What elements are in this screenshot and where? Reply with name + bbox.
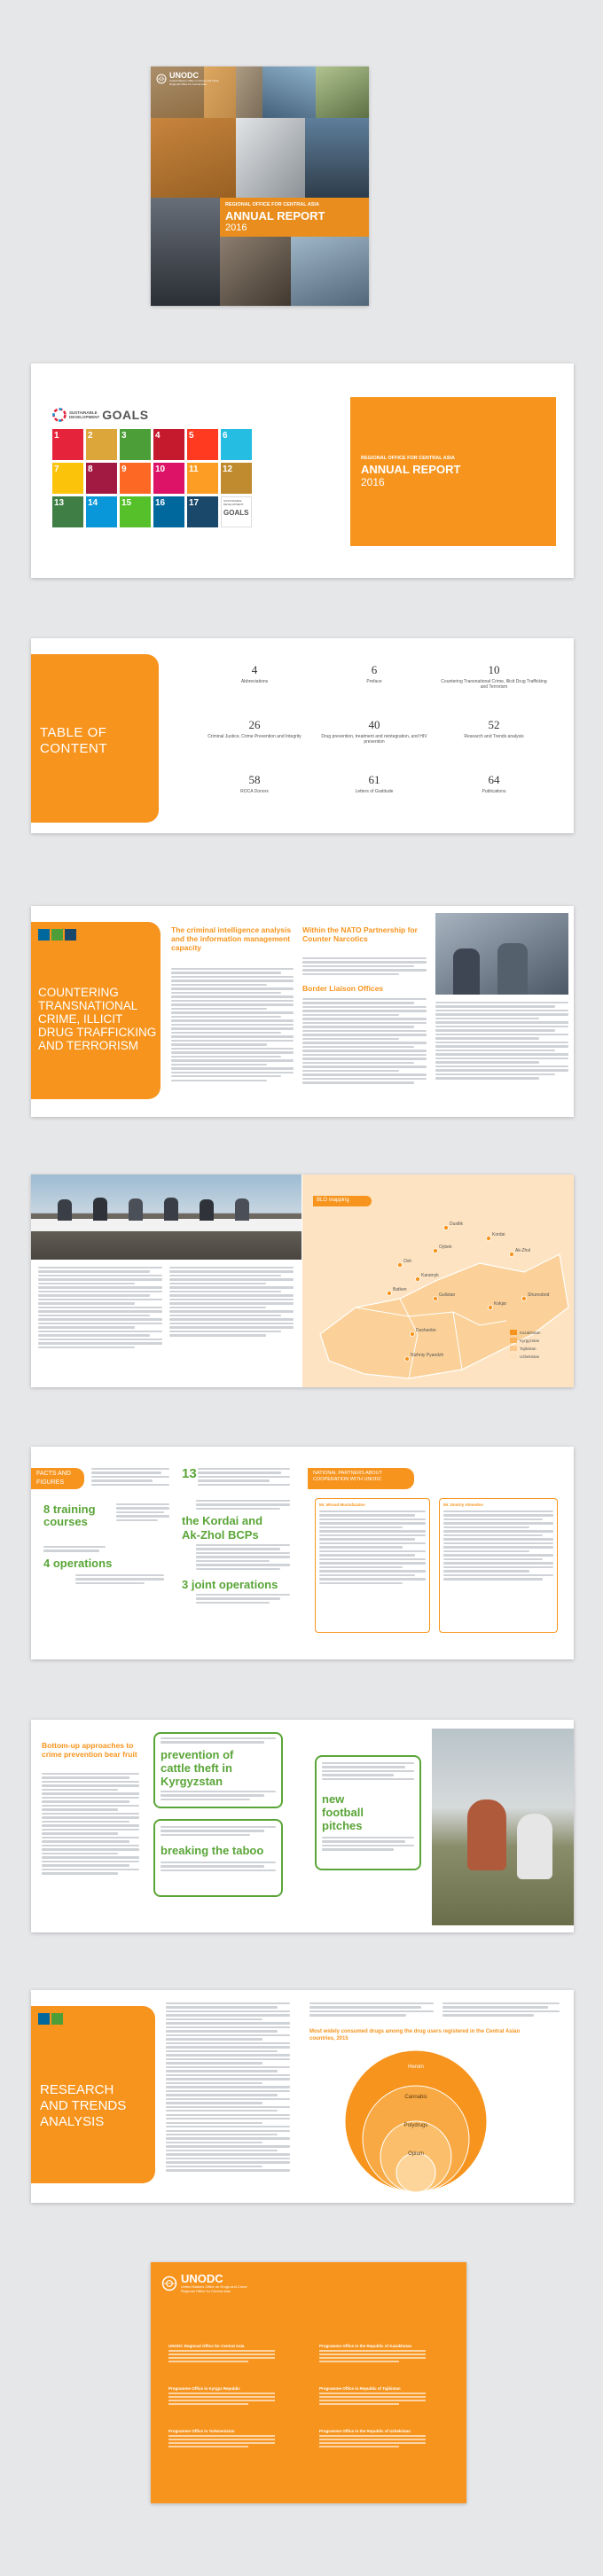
goal-17-icon	[65, 929, 76, 941]
map-city-marker	[509, 1252, 513, 1256]
stat-1-text	[116, 1503, 169, 1523]
toc-item[interactable]	[319, 663, 429, 684]
back-address-block	[168, 2429, 302, 2449]
sdg-logo	[52, 408, 149, 422]
sdg-tile-13: 13	[52, 496, 83, 527]
cover-photo-10	[291, 237, 369, 306]
countering-spread	[31, 906, 574, 1117]
taboo-head: breaking the taboo	[161, 1844, 264, 1857]
cover-org: UNODC	[169, 71, 199, 80]
toc-item-label: Publications	[482, 789, 506, 794]
map-legend-swatch	[510, 1330, 517, 1335]
sdg-panel-heading: REGIONAL OFFICE FOR CENTRAL ASIA	[361, 456, 455, 461]
toc-item[interactable]	[439, 718, 549, 739]
map-legend-swatch	[510, 1346, 517, 1351]
sdg-goals: GOALS	[102, 408, 149, 422]
toc-title-2: CONTENT	[40, 741, 107, 756]
back-address-line	[319, 2439, 426, 2440]
toc-item-label: Letters of Gratitude	[355, 789, 394, 794]
countering-title-line: AND TERRORISM	[38, 1039, 139, 1052]
countering-col-1-text	[171, 968, 294, 1083]
map-label: BLO mapping	[317, 1198, 349, 1203]
back-address-block	[168, 2344, 302, 2364]
toc-item[interactable]	[200, 663, 309, 684]
toc-item[interactable]	[200, 773, 309, 794]
football-head-1: new	[322, 1792, 345, 1806]
back-address-block	[319, 2429, 452, 2449]
un-emblem-icon	[161, 2275, 177, 2291]
map-city-label: Karamyk	[421, 1273, 439, 1278]
conference-photo	[31, 1175, 302, 1260]
countering-col-2b-text	[302, 998, 427, 1086]
map-legend-swatch	[510, 1354, 517, 1359]
toc-page-number: 58	[248, 773, 261, 786]
toc-item[interactable]	[319, 773, 429, 794]
back-address-line	[319, 2400, 426, 2401]
toc-page-number: 26	[248, 718, 261, 731]
cover-photo-4	[316, 66, 369, 118]
sdg-tile-8: 8	[86, 463, 117, 494]
toc-item-label: Drug prevention, treatment and reintegration, and HIV prevention	[321, 734, 427, 745]
toc-title-1: TABLE OF	[40, 725, 107, 740]
approaches-left-text	[42, 1773, 139, 1877]
back-address-line	[168, 2396, 275, 2398]
toc-item[interactable]	[439, 663, 549, 690]
back-address-line	[168, 2350, 275, 2352]
map-legend-label: Tajikistan	[520, 1346, 536, 1351]
research-col-2-text	[309, 2002, 434, 2018]
sdg-goals-logo-tile: SUSTAINABLE DEVELOPMENT GOALS	[221, 496, 252, 527]
back-cover	[151, 2262, 466, 2503]
cover-office: Regional Office for Central Asia	[169, 82, 207, 86]
cover-photo-7	[305, 118, 369, 198]
countering-heading-2: Within the NATO Partnership for Counter Narcotics	[302, 925, 418, 943]
research-col-3-text	[442, 2002, 560, 2018]
toc-item-label: Criminal Justice, Crime Prevention and Integrity	[208, 734, 302, 739]
back-address-line	[168, 2354, 275, 2355]
sdg-panel-title: ANNUAL REPORT	[361, 463, 461, 476]
stat-big-number: 13	[182, 1466, 197, 1481]
sdg-tile-1: 1	[52, 429, 83, 460]
stat-mid-text	[196, 1500, 290, 1511]
map-city-marker	[410, 1331, 414, 1336]
facts-spread	[31, 1447, 574, 1659]
back-address-line	[319, 2396, 426, 2398]
football-head-3: pitches	[322, 1819, 363, 1832]
research-chart-title: Most widely consumed drugs among the drug users registered in the Central Asian countries, 2015	[309, 2029, 521, 2041]
sdg-tile-17: 17	[187, 496, 218, 527]
back-address-block	[319, 2344, 452, 2364]
approaches-title: Bottom-up approaches to crime prevention bear fruit	[42, 1741, 137, 1759]
back-office: Regional Office for Central Asia	[181, 2289, 231, 2293]
cover-heading: REGIONAL OFFICE FOR CENTRAL ASIA	[225, 202, 319, 207]
map-city-label: Ak-Zhol	[515, 1248, 531, 1253]
stat-operations: 4 operations	[43, 1557, 113, 1570]
map-left-text-2	[169, 1267, 294, 1339]
football-photo	[432, 1729, 574, 1925]
research-goal-icons	[38, 2013, 63, 2025]
drug-ring-label: Opium	[408, 2151, 424, 2157]
sdg-tile-7: 7	[52, 463, 83, 494]
toc-page-number: 40	[368, 718, 380, 731]
sdg-tile-4: 4	[153, 429, 184, 460]
countering-heading-1: The criminal intelligence analysis and the information management capacity	[171, 925, 292, 952]
sdg-sustainable: SUSTAINABLE	[69, 410, 98, 415]
cattle-body-text	[161, 1791, 276, 1802]
back-address-line	[319, 2361, 399, 2362]
stat-joint-text	[196, 1594, 290, 1605]
map-legend-item	[510, 1330, 568, 1335]
map-legend-item	[510, 1346, 568, 1351]
back-address-line	[319, 2393, 426, 2394]
quote-card-2	[439, 1498, 558, 1633]
sdg-tile-grid	[52, 429, 274, 527]
map-city-marker	[433, 1296, 437, 1300]
taboo-intro-text	[161, 1826, 276, 1838]
back-address-block	[168, 2386, 302, 2407]
toc-page-number: 64	[488, 773, 500, 786]
map-city-label: Oybek	[439, 1245, 452, 1250]
toc-item-label: Preface	[366, 679, 382, 684]
map-legend	[510, 1330, 568, 1362]
sdg-tile-5: 5	[187, 429, 218, 460]
cover-title: ANNUAL REPORT	[225, 209, 325, 222]
goal-16-icon	[38, 929, 50, 941]
map-city-label: Osh	[403, 1259, 412, 1264]
sdg-tile-3: 3	[120, 429, 151, 460]
football-head-2: football	[322, 1806, 364, 1819]
back-address-title: Programme Office in Kyrgyz Republic	[168, 2386, 240, 2391]
map-city-label: Gulistan	[439, 1292, 456, 1298]
map-legend-item	[510, 1354, 568, 1359]
countering-photo	[435, 913, 568, 995]
countering-title-line: TRANSNATIONAL	[38, 999, 138, 1012]
map-city-marker	[521, 1296, 526, 1300]
back-addresses	[168, 2344, 452, 2477]
back-org: UNODC	[181, 2272, 223, 2285]
cover-photo-6	[236, 118, 305, 198]
countering-title-line: DRUG TRAFFICKING	[38, 1026, 157, 1039]
quote-author-2: Mr. Dmitriy Ahmedov	[443, 1503, 483, 1507]
drug-ring-label: Heroin	[408, 2065, 424, 2070]
quote-card-1	[315, 1498, 430, 1633]
cover-org-sub: United Nations Office on Drugs and Crime	[169, 79, 219, 82]
stat-kordai-text	[196, 1544, 290, 1572]
toc-item-label: Abbreviations	[240, 679, 269, 684]
back-org-sub: United Nations Office on Drugs and Crime	[181, 2284, 247, 2289]
stat-big-text	[198, 1468, 290, 1487]
back-address-title: Programme Office in Republic of Tajikistan	[319, 2386, 401, 2391]
sdg-tile-12: 12	[221, 463, 252, 494]
map-city-label: Batken	[393, 1287, 407, 1292]
back-address-line	[319, 2446, 399, 2447]
map-city-marker	[433, 1248, 437, 1253]
toc-item-label: Countering Transnational Crime, Illicit Drug Trafficking and Terrorism	[441, 679, 547, 691]
map-legend-swatch	[510, 1338, 517, 1343]
cattle-intro-text	[161, 1737, 276, 1745]
stat-2-text	[75, 1574, 164, 1586]
sdg-tile-14: 14	[86, 496, 117, 527]
map-city-marker	[404, 1356, 409, 1361]
football-body-text	[322, 1837, 414, 1853]
back-address-line	[168, 2393, 275, 2394]
countering-title-line: COUNTERING	[38, 986, 119, 999]
research-title-3: ANALYSIS	[40, 2114, 105, 2129]
toc-item[interactable]	[200, 718, 309, 739]
cover-page	[151, 66, 369, 306]
back-address-line	[319, 2403, 399, 2405]
goal-3-icon	[51, 929, 63, 941]
cattle-head-2: cattle theft in	[161, 1761, 232, 1775]
countering-heading-3: Border Liaison Offices	[302, 984, 384, 993]
facts-intro-text	[91, 1468, 169, 1487]
back-address-title: Programme Office in Turkmenistan	[168, 2429, 235, 2433]
goal-16-icon	[38, 2013, 50, 2025]
map-city-marker	[443, 1225, 448, 1229]
cover-photo-8	[151, 198, 220, 306]
toc-item-label: Research and Trends analysis	[464, 734, 524, 739]
toc-item[interactable]	[319, 718, 429, 745]
back-address-title: Programme Office in the Republic of Kazakhstan	[319, 2344, 412, 2348]
countering-title	[38, 986, 156, 1052]
map-city-label: Dustlik	[450, 1222, 464, 1227]
stat-kordai-1: the Kordai and	[182, 1514, 263, 1527]
back-logo	[161, 2273, 247, 2293]
back-address-line	[168, 2357, 275, 2359]
cattle-head-3: Kyrgyzstan	[161, 1775, 223, 1788]
back-address-line	[168, 2439, 275, 2440]
research-spread	[31, 1990, 574, 2203]
map-legend-label: Kyrgyzstan	[520, 1338, 540, 1343]
sdg-tile-15: 15	[120, 496, 151, 527]
partners-title: NATIONAL PARTNERS ABOUT COOPERATION WITH UNODC	[313, 1471, 382, 1482]
map-city-marker	[397, 1262, 402, 1267]
toc-item-label: ROCA Donors	[240, 789, 269, 794]
toc-page-number: 6	[371, 663, 378, 676]
cover-logo	[156, 72, 219, 86]
stat-2-text-top	[43, 1546, 106, 1554]
back-address-line	[168, 2435, 275, 2437]
football-intro-text	[322, 1762, 414, 1782]
toc-page-number: 52	[488, 718, 500, 731]
map-city-label: Kordai	[492, 1232, 505, 1237]
countering-goal-icons	[38, 929, 76, 941]
back-address-line	[319, 2442, 426, 2444]
map-city-marker	[415, 1276, 419, 1281]
back-address-line	[319, 2350, 426, 2352]
sdg-tile-9: 9	[120, 463, 151, 494]
cover-year: 2016	[225, 222, 247, 233]
sdg-development: DEVELOPMENT	[69, 415, 100, 419]
drug-ring-label: Cannabis	[404, 2095, 427, 2100]
back-address-title: UNODC Regional Office for Central Asia	[168, 2344, 245, 2348]
cover-photo-9	[220, 237, 291, 306]
toc-spread	[31, 638, 574, 833]
back-address-block	[319, 2386, 452, 2407]
countering-title-line: CRIME, ILLICIT	[38, 1012, 123, 1026]
map-city-marker	[486, 1236, 490, 1240]
stat-joint-operations: 3 joint operations	[182, 1578, 278, 1591]
back-address-line	[168, 2442, 275, 2444]
back-address-line	[319, 2357, 426, 2359]
sdg-tile-2: 2	[86, 429, 117, 460]
cover-photo-3	[262, 66, 316, 118]
map-city-label: Dushanbe	[416, 1328, 436, 1333]
map-city-label: Kokjar	[494, 1301, 507, 1307]
drug-ring-label: Polydrugs	[403, 2123, 428, 2128]
drug-rings-chart	[327, 2049, 505, 2196]
sdg-wheel-icon	[52, 408, 67, 422]
cover-left-tint	[151, 66, 236, 198]
map-left-text-1	[38, 1267, 162, 1350]
sdg-spread	[31, 363, 574, 578]
un-emblem-icon	[156, 74, 167, 84]
sdg-panel-year: 2016	[361, 476, 385, 488]
map-city-label: Nizhniy Pyandzh	[411, 1353, 444, 1358]
research-title-2: AND TRENDS	[40, 2098, 127, 2113]
map-legend-label: Kazakhstan	[520, 1330, 541, 1335]
countering-col-2-text	[302, 957, 427, 977]
countering-col-3-text	[435, 1002, 568, 1081]
stat-kordai-2: Ak-Zhol BCPs	[182, 1528, 259, 1542]
map-spread	[31, 1175, 574, 1387]
facts-title-2: FIGURES	[36, 1479, 65, 1486]
goal-3-icon	[51, 2013, 63, 2025]
toc-page-number: 61	[368, 773, 380, 786]
taboo-body-text	[161, 1862, 276, 1873]
sdg-tile-10: 10	[153, 463, 184, 494]
map-legend-label: Uzbekistan	[520, 1354, 540, 1359]
back-address-line	[168, 2361, 248, 2362]
map-city-label: Shuroobod	[528, 1292, 550, 1298]
sdg-tile-16: 16	[153, 496, 184, 527]
drug-ring	[396, 2153, 435, 2192]
research-title-1: RESEARCH	[40, 2082, 114, 2097]
toc-page-number: 4	[251, 663, 258, 676]
map-legend-item	[510, 1338, 568, 1343]
research-col-1-text	[166, 2002, 290, 2174]
toc-item[interactable]	[439, 773, 549, 794]
back-address-line	[168, 2446, 248, 2447]
sdg-tile-6: 6	[221, 429, 252, 460]
toc-grid	[200, 663, 554, 823]
facts-title-1: FACTS AND	[36, 1471, 71, 1477]
quote-author-1: Mr. Mirsad Mustafazalov	[319, 1503, 365, 1507]
back-address-line	[319, 2354, 426, 2355]
back-address-line	[168, 2400, 275, 2401]
map-city-marker	[488, 1305, 492, 1309]
toc-page-number: 10	[488, 663, 500, 676]
map-city-marker	[387, 1291, 391, 1295]
back-address-line	[319, 2435, 426, 2437]
stat-training-courses: 8 training courses	[43, 1503, 96, 1528]
back-address-line	[168, 2403, 248, 2405]
back-address-title: Programme Office in the Republic of Uzbekistan	[319, 2429, 411, 2433]
sdg-tile-11: 11	[187, 463, 218, 494]
cattle-head-1: prevention of	[161, 1748, 234, 1761]
approaches-spread	[31, 1720, 574, 1932]
